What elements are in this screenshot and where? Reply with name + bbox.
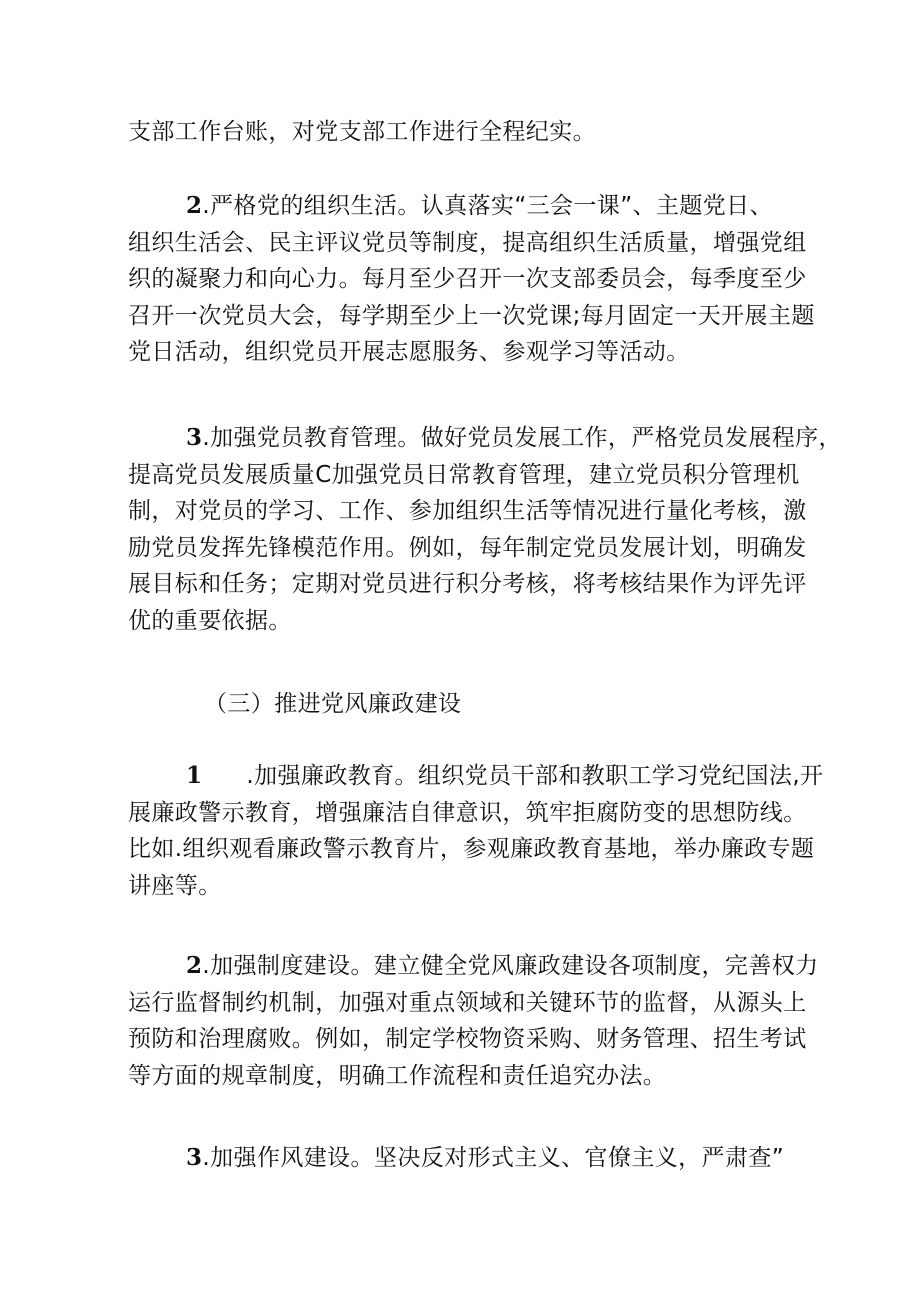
item-number: 3 [186,424,203,451]
text-line: 等方面的规章制度，明确工作流程和责任追究办法。 [128,1062,667,1089]
text-line: 织的凝聚力和向心力。每月至少召开一次支部委员会，每季度至少 [128,266,807,292]
text-line: 预防和治理腐败。例如，制定学校物资采购、财务管理、招生考试 [128,1026,807,1052]
text-line: 励党员发挥先锋模范作用。例如，每年制定党员发展计划，明确发 [128,534,807,561]
text-line: 组织生活会、民主评议党员等制度，提高组织生活质量，增强党组 [128,229,807,256]
paragraph-system-building [128,948,819,1094]
item-number: 1 [186,762,203,789]
section-heading [128,686,808,723]
text-line: 运行监督制约机制，加强对重点领域和关键环节的监督，从源头上 [128,989,807,1016]
text-line: 讲座等。 [128,872,222,899]
text-line: 2.严格党的组织生活。认真落实“三会一课”、主题党日、 [186,192,773,219]
text-line: 3.加强作风建设。坚决反对形式主义、官僚主义，严肃查” [186,1144,785,1171]
item-number: 2 [186,952,203,979]
text-line: 支部工作台账，对党支部工作进行全程纪实。 [128,119,596,145]
text-line: 1 .加强廉政教育。组织党员干部和教职工学习党纪国法,开 [186,762,824,789]
text-line: 党日活动，组织党员开展志愿服务、参观学习等活动。 [128,339,690,365]
paragraph-member-education [128,420,842,639]
text-line: 3.加强党员教育管理。做好党员发展工作，严格党员发展程序， [186,424,842,451]
paragraph-integrity-education [128,758,824,904]
paragraph-continuation [128,114,808,151]
text-line: 比如.组织观看廉政警示教育片，参观廉政教育基地，举办廉政专题 [128,836,815,862]
text-line: （三）推进党风廉政建设 [204,691,462,717]
paragraph-style-building [128,1140,808,1177]
text-line: 优的重要依据。 [128,607,292,634]
text-line: 召开一次党员大会，每学期至少上一次党课;每月固定一天开展主题 [128,302,815,329]
paragraph-strict-organizational-life [128,188,815,371]
text-line: 展目标和任务；定期对党员进行积分考核，将考核结果作为评先评 [128,571,807,597]
item-number: 2 [186,192,203,219]
item-number: 3 [186,1144,203,1171]
text-line: 展廉政警示教育，增强廉洁自律意识，筑牢拒腐防变的思想防线。 [128,799,807,826]
text-line: 制，对党员的学习、工作、参加组织生活等情况进行量化考核，激 [128,498,807,524]
text-line: 2.加强制度建设。建立健全党风廉政建设各项制度，完善权力 [186,952,819,979]
text-line: 提高党员发展质量C加强党员日常教育管理，建立党员积分管理机 [128,461,800,488]
